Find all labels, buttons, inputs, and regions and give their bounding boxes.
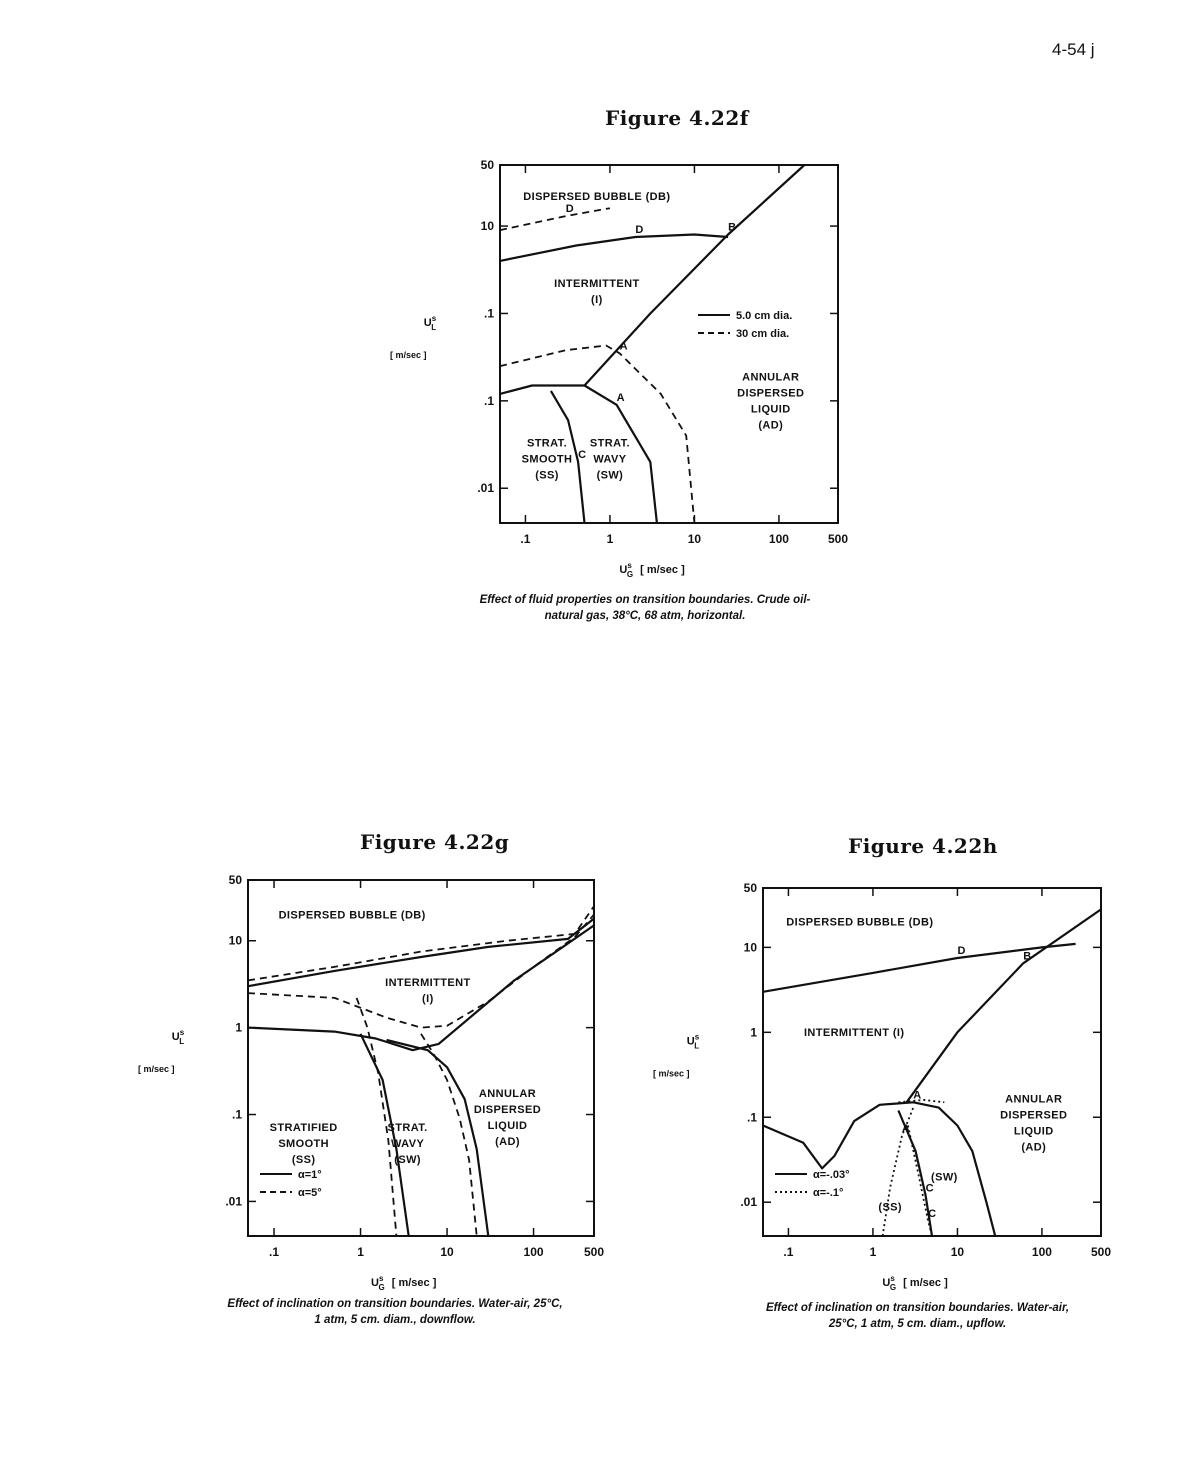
y-axis-label: $U^s$ L [171,1028,185,1047]
region-label: ANNULAR [1005,1093,1063,1106]
caption-line: 1 atm, 5 cm. diam., downflow. [314,1314,476,1326]
region-label: SMOOTH [521,453,573,466]
legend-label: 30 cm dia. [736,328,790,340]
curve-marker-label: A [619,340,628,353]
y-tick-label: 10 [480,219,494,234]
y-tick-label: 1 [750,1025,757,1040]
region-label: LIQUID [487,1119,528,1132]
region-label: (AD) [495,1135,520,1148]
legend-label: α=5° [298,1187,322,1199]
y-axis-unit: [ m/sec ] [138,1064,175,1075]
x-tick-label: 1 [606,532,614,546]
region-label: INTERMITTENT [385,977,471,990]
y-axis-label: $U^s$ L [686,1032,700,1051]
y-tick-label: .1 [483,306,494,321]
x-tick-label: 10 [687,532,702,546]
x-tick-label: 500 [583,1245,605,1259]
caption-line: Effect of inclination on transition boundaries. Water-air, [765,1302,1070,1314]
region-label: DISPERSED BUBBLE (DB) [278,909,426,922]
y-tick-label: 10 [228,933,242,948]
y-axis-unit: [ m/sec ] [390,350,427,361]
caption-line: Effect of inclination on transition boundaries. Water-air, 25°C, [227,1298,563,1310]
curve-marker-label: D [957,944,966,957]
curve-marker-label: C [578,448,587,461]
region-label: STRAT. [526,437,568,450]
region-label: (I) [591,294,603,307]
figure-h-caption [700,1300,1135,1332]
y-tick-label: 10 [743,940,757,955]
y-axis-unit: [ m/sec ] [653,1068,690,1079]
figure-h-title: Figure 4.22h [848,834,998,858]
region-label: DISPERSED BUBBLE (DB) [523,190,671,203]
y-tick-label: .01 [477,481,494,496]
region-label: STRAT. [387,1121,428,1134]
series-curve [898,1100,944,1102]
region-label: DISPERSED [473,1103,542,1116]
region-label: DISPERSED BUBBLE (DB) [786,916,934,929]
figure-h-chart [645,870,1135,1295]
series-curve [248,919,594,990]
y-tick-label: 50 [480,158,494,172]
curve-marker-label: C [928,1208,937,1221]
x-tick-label: .1 [520,532,531,546]
region-label: WAVY [593,453,627,466]
series-curve [500,208,610,230]
series-curve [421,1034,477,1236]
region-label: STRAT. [589,437,630,450]
series-curve [763,1102,995,1236]
curve-marker-label: A [913,1089,922,1102]
figure-f-caption [400,592,890,624]
figure-g-chart [130,866,620,1291]
x-tick-label: 100 [768,532,789,546]
region-label: (SS) [535,469,559,482]
x-tick-label: .1 [783,1245,794,1259]
y-tick-label: .1 [483,393,494,408]
y-tick-label: .01 [225,1194,242,1209]
series-curve [907,909,1101,1102]
series-curve [361,1034,409,1236]
plot-frame [248,880,594,1236]
y-axis-label: $U^s$ L [423,314,437,333]
figure-g-title: Figure 4.22g [360,830,510,854]
series-curve [248,915,594,1028]
curve-marker-label: C [925,1182,934,1195]
region-label: INTERMITTENT (I) [803,1027,905,1040]
x-tick-label: 500 [827,532,849,546]
curve-marker-label: A [901,1123,910,1136]
region-label: STRATIFIED [269,1121,338,1134]
curve-marker-label: B [728,221,737,234]
region-label: (SW) [596,469,624,482]
caption-line: 25°C, 1 atm, 5 cm. diam., upflow. [828,1318,1007,1330]
region-label: ANNULAR [478,1087,537,1100]
region-label: (AD) [1021,1141,1047,1154]
legend-label: α=-.1° [813,1187,844,1199]
region-label: (SS) [291,1153,316,1166]
region-label: DISPERSED [737,387,805,400]
x-tick-label: 10 [950,1245,965,1259]
y-tick-label: .1 [231,1107,242,1122]
region-label: (SW) [394,1153,421,1166]
figure-g-caption [165,1296,625,1328]
region-label: WAVY [391,1137,425,1150]
x-axis-label: $U^s$ G [ m/sec ] [619,561,685,579]
x-tick-label: 1 [357,1245,364,1259]
region-label: (SS) [878,1201,902,1214]
x-tick-label: 10 [440,1245,454,1259]
page-number: 4-54 j [1052,40,1095,59]
y-tick-label: 50 [743,881,757,895]
figure-f-chart [378,150,868,580]
x-tick-label: .1 [269,1245,280,1259]
legend-label: α=1° [298,1169,322,1181]
x-tick-label: 100 [1031,1245,1052,1259]
region-label: LIQUID [750,403,791,416]
region-label: (I) [422,993,434,1006]
x-axis-label: $U^s$ G [ m/sec ] [882,1274,948,1292]
legend-label: 5.0 cm dia. [736,310,793,322]
curve-marker-label: A [616,391,625,404]
y-tick-label: .1 [746,1110,757,1125]
region-label: (SW) [931,1171,958,1184]
curve-marker-label: D [565,203,574,216]
figure-f-title: Figure 4.22f [605,106,749,130]
y-tick-label: 50 [228,873,242,887]
caption-line: Effect of fluid properties on transition boundaries. Crude oil- [479,594,811,606]
region-label: DISPERSED [1000,1109,1068,1122]
region-label: INTERMITTENT [554,278,640,291]
curve-marker-label: D [635,223,644,236]
legend-label: α=-.03° [813,1169,850,1181]
curve-marker-label: B [1023,950,1032,963]
x-axis-label: $U^s$ G [ m/sec ] [371,1274,437,1292]
x-tick-label: 100 [523,1245,544,1259]
region-label: SMOOTH [278,1137,330,1150]
region-label: (AD) [758,419,784,432]
x-tick-label: 500 [1090,1245,1112,1259]
x-tick-label: 1 [869,1245,877,1259]
region-label: ANNULAR [742,371,800,384]
series-curve [500,235,728,261]
y-tick-label: .01 [740,1195,757,1210]
caption-line: natural gas, 38°C, 68 atm, horizontal. [544,610,746,622]
y-tick-label: 1 [235,1020,242,1035]
region-label: LIQUID [1013,1125,1054,1138]
